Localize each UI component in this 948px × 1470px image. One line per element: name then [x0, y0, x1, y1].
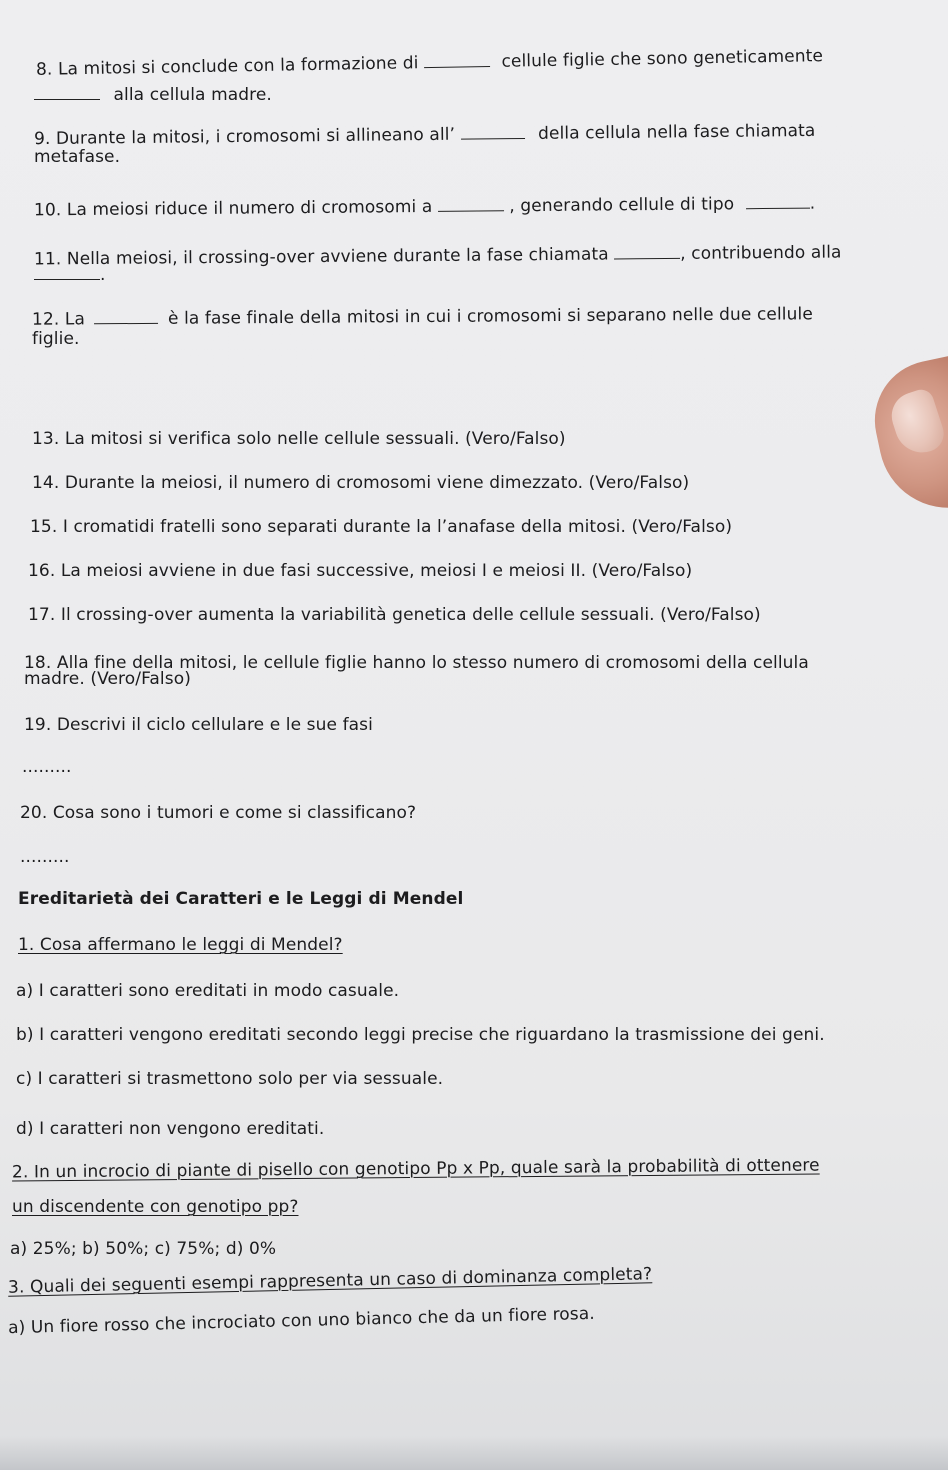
q19-answer-dots[interactable]: .........: [22, 757, 72, 777]
m1-option-b[interactable]: b) I caratteri vengono ereditati secondo leggi precise che riguardano la trasmissione dei geni.: [16, 1025, 825, 1045]
m2-question-line2: un discendente con genotipo pp?: [12, 1197, 299, 1217]
q18-line2: madre. (Vero/Falso): [24, 669, 191, 689]
m1-option-c[interactable]: c) I caratteri si trasmettono solo per via sessuale.: [16, 1069, 444, 1089]
q8-line1: 8. La mitosi si conclude con la formazione di cellule figlie che sono geneticamente: [35, 46, 824, 80]
q17: 17. Il crossing-over aumenta la variabilità genetica delle cellule sessuali. (Vero/Falso): [28, 605, 761, 625]
section-title: Ereditarietà dei Caratteri e le Leggi di Mendel: [18, 889, 464, 909]
q11-line1: 11. Nella meiosi, il crossing-over avviene durante la fase chiamata , contribuendo alla: [33, 242, 842, 270]
q19: 19. Descrivi il ciclo cellulare e le sue fasi: [24, 715, 373, 735]
m2-question-line1: 2. In un incrocio di piante di pisello con genotipo Pp x Pp, quale sarà la probabilità di ottenere: [11, 1155, 820, 1183]
m2-options[interactable]: a) 25%; b) 50%; c) 75%; d) 0%: [10, 1239, 277, 1259]
m3-question: 3. Quali dei seguenti esempi rappresenta un caso di dominanza completa?: [7, 1264, 653, 1298]
blank-input[interactable]: [424, 52, 490, 68]
q16: 16. La meiosi avviene in due fasi successive, meiosi I e meiosi II. (Vero/Falso): [28, 561, 693, 581]
blank-input[interactable]: [438, 196, 504, 212]
q14: 14. Durante la meiosi, il numero di cromosomi viene dimezzato. (Vero/Falso): [32, 473, 690, 493]
q9-line1: 9. Durante la mitosi, i cromosomi si allineano all’ della cellula nella fase chiamata: [33, 120, 816, 150]
blank-input[interactable]: [460, 124, 524, 140]
q20: 20. Cosa sono i tumori e come si classificano?: [20, 803, 417, 823]
q18-line1: 18. Alla fine della mitosi, le cellule figlie hanno lo stesso numero di cromosomi della cellula: [24, 653, 809, 673]
q11-line2: .: [34, 264, 106, 286]
blank-input[interactable]: [614, 244, 680, 260]
q9-line2: metafase.: [34, 147, 121, 167]
q10-line: 10. La meiosi riduce il numero di cromosomi a , generando cellule di tipo .: [33, 193, 816, 221]
q12-line2: figlie.: [32, 329, 80, 349]
page-bottom-edge: [0, 1436, 948, 1470]
m1-option-a[interactable]: a) I caratteri sono ereditati in modo casuale.: [16, 981, 400, 1001]
blank-input[interactable]: [34, 85, 100, 100]
q12-line1: 12. La è la fase finale della mitosi in cui i cromosomi si separano nelle due cellule: [31, 304, 813, 330]
q20-answer-dots[interactable]: .........: [20, 847, 70, 867]
m1-question: 1. Cosa affermano le leggi di Mendel?: [18, 935, 343, 955]
blank-input[interactable]: [34, 265, 100, 280]
q8-line2: alla cellula madre.: [34, 84, 272, 106]
m3-option-a[interactable]: a) Un fiore rosso che incrociato con uno bianco che da un fiore rosa.: [7, 1303, 596, 1339]
blank-input[interactable]: [746, 194, 810, 210]
m1-option-d[interactable]: d) I caratteri non vengono ereditati.: [16, 1119, 325, 1139]
q15: 15. I cromatidi fratelli sono separati durante la l’anafase della mitosi. (Vero/Falso): [30, 517, 733, 537]
blank-input[interactable]: [94, 309, 158, 324]
q13: 13. La mitosi si verifica solo nelle cellule sessuali. (Vero/Falso): [32, 429, 566, 449]
